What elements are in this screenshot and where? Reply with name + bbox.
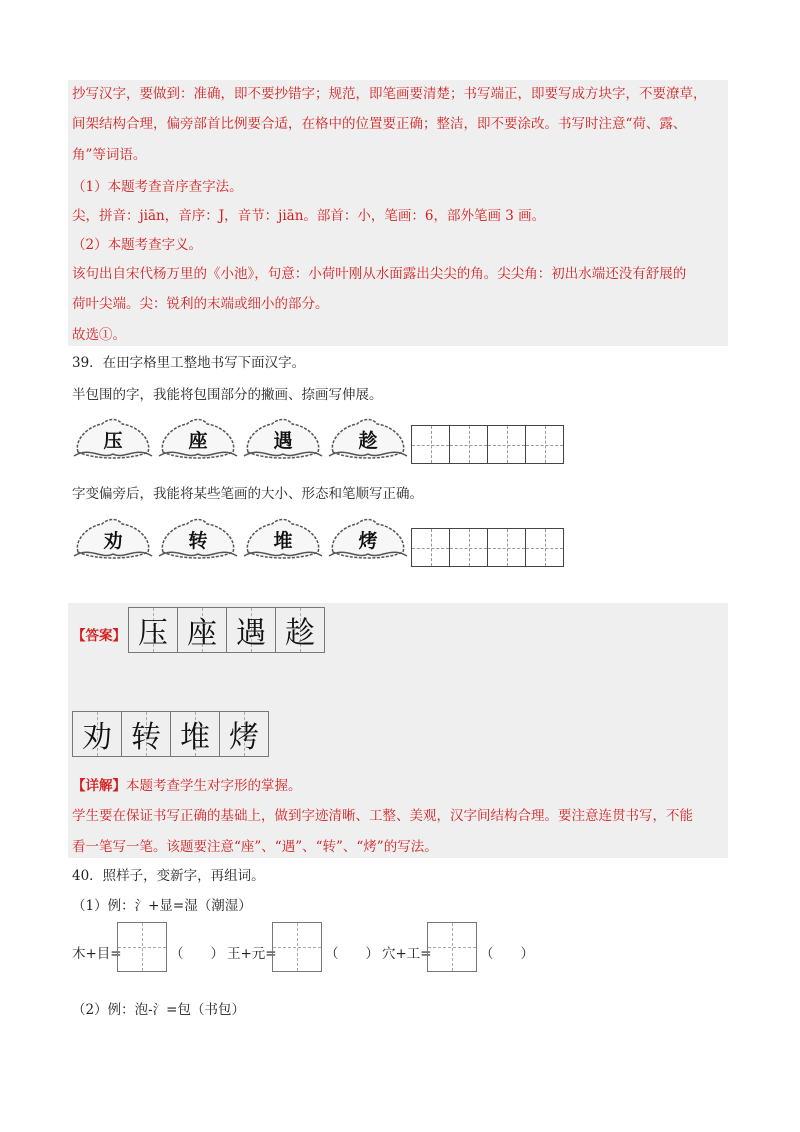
- peach-character: [157, 416, 239, 462]
- explanation-line: 抄写汉字，要做到：准确，即不要抄错字；规范，即笔画要清楚；书写端正，即要写成方块字，不要潦草，: [72, 86, 707, 102]
- writing-grid[interactable]: [411, 425, 564, 464]
- detail-line: [72, 776, 302, 796]
- answer-char: 烤: [229, 720, 259, 755]
- answer-char: 压: [138, 616, 168, 651]
- instruction-text: 半包围的字，我能将包围部分的撇画、捺画写伸展。: [72, 387, 383, 403]
- peach-char: 压: [103, 430, 123, 452]
- answer-cell: [122, 712, 171, 756]
- detail-label: 【详解】: [72, 778, 126, 794]
- peach-character: [72, 516, 154, 562]
- answer-char: 遇: [236, 616, 266, 651]
- grid-cell[interactable]: [412, 529, 450, 566]
- grid-cell[interactable]: [526, 529, 563, 566]
- answer-grid: [72, 711, 269, 757]
- peach-char: 座: [188, 430, 208, 452]
- detail-line: 看一笔写一笔。该题要注意“座”、“遇”、“转”、“烤”的写法。: [72, 839, 438, 855]
- peach-char: 趁: [358, 430, 378, 452]
- word-paren: （ ）: [325, 946, 379, 962]
- answer-cell: [220, 712, 268, 756]
- peach-character: [327, 416, 409, 462]
- grid-cell[interactable]: [488, 426, 526, 463]
- peach-character: [157, 516, 239, 562]
- peach-character: [242, 416, 324, 462]
- question-title: 39．在田字格里工整地书写下面汉字。: [72, 355, 306, 371]
- answer-box[interactable]: [117, 922, 167, 972]
- answer-cell: [276, 608, 324, 652]
- explanation-line: 荷叶尖端。尖：锐利的末端或细小的部分。: [72, 296, 329, 312]
- peach-character: [72, 416, 154, 462]
- word-paren: （ ）: [480, 946, 534, 962]
- explanation-line: 角”等词语。: [72, 147, 147, 163]
- word-paren: （ ）: [170, 946, 224, 962]
- explanation-line: （2）本题考查字义。: [72, 237, 203, 253]
- explanation-line: 该句出自宋代杨万里的《小池》，句意：小荷叶刚从水面露出尖尖的角。尖尖角：初出水端还没有舒展的: [72, 266, 687, 282]
- example-text: （1）例：氵+显=湿（潮湿）: [72, 898, 252, 914]
- answer-char: 堆: [180, 720, 210, 755]
- peach-char: 堆: [273, 530, 293, 552]
- explanation-line: 间架结构合理，偏旁部首比例要合适，在格中的位置要正确；整洁，即不要涂改。书写时注意“荷、露、: [72, 116, 687, 132]
- peach-char: 烤: [358, 530, 378, 552]
- answer-cell: [73, 712, 122, 756]
- answer-box[interactable]: [427, 922, 477, 972]
- grid-cell[interactable]: [450, 529, 488, 566]
- answer-cell: [227, 608, 276, 652]
- grid-cell[interactable]: [412, 426, 450, 463]
- answer-char: 趁: [285, 616, 315, 651]
- answer-cell: [178, 608, 227, 652]
- instruction-text: 字变偏旁后，我能将某些笔画的大小、形态和笔顺写正确。: [72, 486, 423, 502]
- formula-text: 木+目=: [72, 946, 122, 962]
- peach-character: [327, 516, 409, 562]
- answer-char: 转: [131, 720, 161, 755]
- question-title: 40．照样子，变新字，再组词。: [72, 868, 265, 884]
- grid-cell[interactable]: [488, 529, 526, 566]
- answer-char: 劝: [82, 720, 112, 755]
- grid-cell[interactable]: [526, 426, 563, 463]
- peach-char: 遇: [273, 430, 293, 452]
- explanation-line: 尖，拼音：jiān，音序：J，音节：jiān。部首：小，笔画：6，部外笔画 3 画。: [72, 208, 546, 224]
- answer-char: 座: [187, 616, 217, 651]
- answer-cell: [129, 608, 178, 652]
- peach-character: [242, 516, 324, 562]
- detail-line: 学生要在保证书写正确的基础上，做到字迹清晰、工整、美观，汉字间结构合理。要注意连贯书写，不能: [72, 808, 693, 824]
- answer-cell: [171, 712, 220, 756]
- answer-grid: [128, 607, 325, 653]
- detail-text: 本题考查学生对字形的掌握。: [126, 778, 302, 794]
- example-text: （2）例：泡-氵=包（书包）: [72, 1002, 245, 1018]
- answer-label: 【答案】: [72, 628, 126, 644]
- explanation-line: （1）本题考查音序查字法。: [72, 179, 243, 195]
- formula-text: 穴+工=: [382, 946, 432, 962]
- grid-cell[interactable]: [450, 426, 488, 463]
- explanation-line: 故选①。: [72, 327, 126, 343]
- peach-char: 转: [188, 530, 208, 552]
- peach-char: 劝: [103, 530, 123, 552]
- formula-text: 王+元=: [227, 946, 277, 962]
- answer-box[interactable]: [272, 922, 322, 972]
- writing-grid[interactable]: [411, 528, 564, 567]
